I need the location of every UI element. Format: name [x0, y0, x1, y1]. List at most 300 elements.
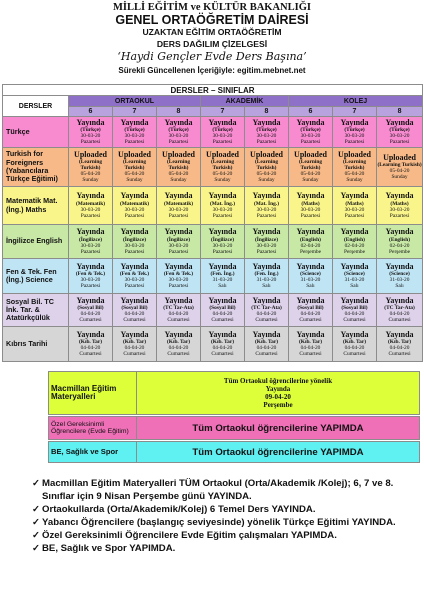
cell-subject: (İngilizce) — [78, 236, 103, 243]
cell-day: Cumartesi — [388, 351, 411, 358]
cell-day: Pazartesi — [256, 212, 277, 219]
department-title: GENEL ORTAÖĞRETİM DAİRESİ — [115, 13, 309, 27]
cell-date: 30-03-20 — [80, 206, 101, 213]
cell-status: Yayında — [340, 227, 369, 237]
cell-day: Pazartesi — [389, 212, 410, 219]
cell-subject: (Fen & Tek.) — [75, 271, 106, 278]
cell-date: 30-03-20 — [300, 206, 321, 213]
macmillan-status: Yayında — [265, 384, 291, 393]
cell-day: Sunday — [170, 177, 187, 184]
cell-day: Salı — [218, 283, 227, 290]
cell-status: Yayında — [340, 117, 369, 127]
cell-day: Cumartesi — [299, 351, 322, 358]
table-title: DERSLER – SINIFLAR — [3, 85, 423, 96]
schedule-cell — [245, 117, 289, 148]
cell-day: Pazartesi — [300, 212, 321, 219]
schedule-cell — [69, 225, 113, 259]
cell-status: Uploaded — [294, 149, 327, 159]
sport-row — [48, 441, 420, 463]
cell-subject: (Matematik) — [163, 200, 194, 207]
checkmark-icon: ✓ — [32, 529, 41, 541]
cell-status: Uploaded — [338, 149, 371, 159]
cell-date: 30-03-20 — [344, 206, 365, 213]
cell-date: 05-04-20 — [300, 171, 321, 178]
schedule-cell — [113, 327, 157, 362]
schedule-cell — [289, 294, 333, 327]
cell-subject: (Sosyal Bil) — [297, 305, 324, 312]
subject-row — [3, 117, 423, 148]
cell-status: Yayında — [76, 295, 105, 305]
cell-subject: (Learning Turkish) — [254, 159, 279, 172]
subject-label: Matematik Mat. (İng.) Maths — [3, 187, 69, 225]
schedule-cell — [69, 148, 113, 187]
schedule-cell — [245, 148, 289, 187]
subject-label: Fen & Tek. Fen (İng.) Science — [3, 259, 69, 294]
schedule-cell — [333, 225, 377, 259]
macmillan-line1: Tüm Ortaokul öğrencilerine yönelik — [223, 376, 333, 385]
cell-day: Sunday — [214, 177, 231, 184]
cell-date: 30-03-20 — [80, 242, 101, 249]
cell-date: 30-03-20 — [168, 277, 189, 284]
cell-day: Pazartesi — [389, 139, 410, 146]
cell-status: Yayında — [340, 261, 369, 271]
subject-label: Türkçe — [3, 117, 69, 148]
cell-status: Yayında — [252, 191, 281, 201]
cell-status: Yayında — [340, 295, 369, 305]
schedule-cell — [245, 327, 289, 362]
cell-subject: (TC Tar-Ata) — [163, 305, 194, 312]
cell-date: 02-04-20 — [300, 242, 321, 249]
grade-header: 7 — [333, 107, 377, 117]
cell-date: 05-04-20 — [256, 171, 277, 178]
cell-status: Uploaded — [250, 149, 283, 159]
macmillan-info — [137, 372, 420, 415]
cell-subject: (English) — [344, 236, 365, 243]
cell-day: Pazartesi — [124, 212, 145, 219]
schedule-cell — [245, 259, 289, 294]
cell-day: Pazartesi — [212, 248, 233, 255]
cell-day: Salı — [262, 283, 271, 290]
schedule-cell — [113, 187, 157, 225]
checkmark-icon: ✓ — [32, 503, 41, 515]
cell-status: Yayında — [76, 261, 105, 271]
cell-date: 31-03-20 — [389, 277, 410, 284]
cell-status: Yayında — [164, 261, 193, 271]
cell-subject: (Kıb. Tar) — [388, 339, 412, 346]
cell-status: Yayında — [208, 329, 237, 339]
cell-day: Cumartesi — [167, 351, 190, 358]
cell-day: Pazartesi — [344, 139, 365, 146]
cell-day: Pazartesi — [212, 139, 233, 146]
cell-subject: (Kıb. Tar) — [122, 339, 147, 346]
subject-row — [3, 148, 423, 187]
cell-status: Uploaded — [206, 149, 239, 159]
cell-day: Pazartesi — [256, 139, 277, 146]
cell-status: Yayında — [164, 117, 193, 127]
cell-date: 30-03-20 — [212, 133, 233, 140]
schedule-cell — [157, 294, 201, 327]
schedule-cell — [157, 225, 201, 259]
schedule-cell — [289, 225, 333, 259]
cell-subject: (TC Tar-Ata) — [384, 305, 415, 312]
cell-date: 05-04-20 — [124, 171, 145, 178]
cell-status: Yayında — [385, 261, 414, 271]
macmillan-day: Perşembe — [263, 401, 293, 410]
schedule-cell — [245, 187, 289, 225]
cell-subject: (Türkçe) — [300, 127, 321, 134]
schedule-table — [2, 84, 423, 362]
cell-date: 30-03-20 — [80, 277, 101, 284]
subject-label: İngilizce English — [3, 225, 69, 259]
subject-label: Sosyal Bil. TC İnk. Tar. & Atatürkçülük — [3, 294, 69, 327]
grade-header: 8 — [245, 107, 289, 117]
note-text: Özel Gereksinimli Öğrencilere Evde Eğitim çalışmaları YAPIMDA. — [42, 529, 337, 541]
cell-subject: (Learning Turkish) — [166, 159, 191, 172]
cell-subject: (English) — [389, 236, 411, 243]
schedule-cell — [201, 148, 245, 187]
cell-date: 30-03-20 — [124, 133, 145, 140]
cell-day: Pazartesi — [168, 212, 189, 219]
cell-date: 02-04-20 — [389, 242, 410, 249]
cell-date: 04-04-20 — [389, 311, 410, 318]
cell-subject: (Maths) — [345, 200, 364, 207]
cell-date: 30-03-20 — [168, 133, 189, 140]
schedule-cell — [157, 117, 201, 148]
cell-date: 31-03-20 — [344, 277, 365, 284]
notes-list — [32, 478, 417, 556]
grade-header: 7 — [201, 107, 245, 117]
cell-date: 04-04-20 — [80, 345, 101, 352]
cell-subject: (TC Tar-Ata) — [251, 305, 282, 312]
cell-status: Uploaded — [118, 149, 151, 159]
cell-status: Yayında — [164, 295, 193, 305]
cell-date: 04-04-20 — [344, 345, 365, 352]
schedule-cell — [69, 187, 113, 225]
cell-day: Cumartesi — [299, 317, 322, 324]
cell-status: Yayında — [252, 329, 281, 339]
slogan: ‘Haydi Gençler Evde Ders Başına’ — [117, 50, 307, 63]
cell-day: Cumartesi — [211, 317, 234, 324]
cell-subject: (Learning Turkish) — [342, 159, 367, 172]
cell-date: 04-04-20 — [256, 311, 277, 318]
schedule-cell — [113, 117, 157, 148]
schedule-cell — [157, 327, 201, 362]
schedule-cell — [333, 117, 377, 148]
cell-status: Yayında — [120, 227, 149, 237]
cell-day: Pazartesi — [80, 248, 101, 255]
note-item — [32, 530, 417, 543]
cell-subject: (Türkçe) — [389, 127, 410, 134]
cell-subject: (Türkçe) — [344, 127, 365, 134]
cell-day: Pazartesi — [168, 248, 189, 255]
schedule-cell — [333, 148, 377, 187]
cell-status: Yayında — [252, 295, 281, 305]
cell-status: Yayında — [296, 329, 325, 339]
cell-subject: (Kıb. Tar) — [298, 339, 323, 346]
cell-date: 30-03-20 — [168, 242, 189, 249]
cell-day: Salı — [350, 283, 359, 290]
cell-subject: (Science) — [389, 271, 410, 278]
cell-date: 31-03-20 — [300, 277, 321, 284]
schedule-cell — [245, 225, 289, 259]
schedule-cell — [289, 259, 333, 294]
cell-date: 31-03-20 — [256, 277, 277, 284]
cell-status: Yayında — [385, 329, 414, 339]
checkmark-icon: ✓ — [32, 516, 41, 528]
schedule-title: DERS DAĞILIM ÇİZELGESİ — [156, 39, 268, 49]
cell-subject: (Fen. İng.) — [254, 271, 279, 278]
note-item — [32, 478, 417, 504]
cell-date: 30-03-20 — [124, 242, 145, 249]
cell-status: Yayında — [340, 329, 369, 339]
cell-status: Yayında — [296, 295, 325, 305]
cell-day: Cumartesi — [79, 351, 102, 358]
cell-status: Yayında — [252, 261, 281, 271]
cell-day: Pazartesi — [344, 212, 365, 219]
schedule-cell — [245, 294, 289, 327]
schedule-cell — [289, 187, 333, 225]
schedule-cell — [113, 294, 157, 327]
cell-day: Perşembe — [389, 248, 411, 255]
cell-status: Yayında — [385, 117, 414, 127]
cell-status: Yayında — [76, 227, 105, 237]
cell-date: 04-04-20 — [212, 345, 233, 352]
cell-day: Salı — [306, 283, 315, 290]
cell-day: Cumartesi — [343, 351, 366, 358]
cell-status: Yayında — [164, 227, 193, 237]
cell-subject: (Kıb. Tar) — [210, 339, 235, 346]
cell-date: 04-04-20 — [344, 311, 365, 318]
cell-status: Uploaded — [74, 149, 107, 159]
cell-status: Yayında — [120, 191, 149, 201]
schedule-cell — [201, 225, 245, 259]
cell-day: Pazartesi — [124, 139, 145, 146]
cell-subject: (Learning Turkish) — [210, 159, 235, 172]
cell-day: Cumartesi — [211, 351, 234, 358]
cell-subject: (Science) — [300, 271, 321, 278]
note-text: Ortaokullarda (Orta/Akademik/Kolej) 6 Temel Ders YAYINDA. — [42, 503, 316, 515]
cell-date: 31-03-20 — [212, 277, 233, 284]
cell-subject: (Sosyal Bil) — [209, 305, 236, 312]
cell-day: Cumartesi — [123, 351, 146, 358]
note-item — [32, 543, 417, 556]
schedule-cell — [377, 187, 423, 225]
cell-status: Yayında — [296, 227, 325, 237]
group-akademik: AKADEMİK — [201, 96, 289, 107]
cell-date: 04-04-20 — [300, 311, 321, 318]
ministry-title: MİLLİ EĞİTİM ve KÜLTÜR BAKANLIĞI — [113, 2, 311, 13]
cell-date: 30-03-20 — [256, 242, 277, 249]
cell-date: 05-04-20 — [168, 171, 189, 178]
cell-status: Yayında — [208, 261, 237, 271]
cell-status: Yayında — [208, 117, 237, 127]
cell-date: 04-04-20 — [389, 345, 410, 352]
schedule-cell — [201, 259, 245, 294]
schedule-cell — [377, 294, 423, 327]
note-item — [32, 517, 417, 530]
note-text: Yabancı Öğrencilere (başlangıç seviyesinde) yönelik Türkçe Eğitimi YAYINDA. — [42, 516, 396, 528]
schedule-cell — [157, 148, 201, 187]
cell-day: Sunday — [302, 177, 319, 184]
checkmark-icon: ✓ — [32, 478, 41, 489]
cell-date: 05-04-20 — [344, 171, 365, 178]
cell-subject: (Mat. İng.) — [253, 200, 279, 207]
schedule-cell — [333, 259, 377, 294]
cell-subject: (Matematik) — [75, 200, 106, 207]
grade-header: 6 — [289, 107, 333, 117]
cell-day: Pazartesi — [212, 212, 233, 219]
cell-date: 04-04-20 — [168, 345, 189, 352]
cell-status: Yayında — [208, 227, 237, 237]
special-needs-label: Özel Gereksinimli Öğrencilere (Evde Eğitim) — [49, 417, 137, 440]
cell-day: Sunday — [346, 177, 363, 184]
cell-date: 04-04-20 — [256, 345, 277, 352]
schedule-cell — [333, 294, 377, 327]
cell-date: 30-03-20 — [344, 133, 365, 140]
cell-day: Perşembe — [344, 248, 365, 255]
cell-subject: (Learning Turkish) — [377, 162, 422, 169]
cell-status: Yayında — [208, 191, 237, 201]
cell-status: Yayında — [385, 295, 414, 305]
schedule-cell — [289, 117, 333, 148]
cell-day: Sunday — [126, 177, 143, 184]
cell-subject: (Fen & Tek.) — [119, 271, 150, 278]
cell-date: 30-03-20 — [168, 206, 189, 213]
cell-status: Yayında — [296, 191, 325, 201]
group-kolej: KOLEJ — [289, 96, 423, 107]
schedule-cell — [333, 187, 377, 225]
cell-subject: (Kıb. Tar) — [78, 339, 103, 346]
macmillan-date: 09-04-20 — [265, 393, 291, 401]
cell-subject: (Matematik) — [119, 200, 150, 207]
schedule-cell — [69, 327, 113, 362]
schedule-cell — [157, 259, 201, 294]
cell-date: 04-04-20 — [212, 311, 233, 318]
schedule-cell — [377, 117, 423, 148]
subject-row — [3, 187, 423, 225]
schedule-cell — [333, 327, 377, 362]
cell-day: Cumartesi — [79, 317, 102, 324]
schedule-cell — [377, 327, 423, 362]
note-text: BE, Sağlık ve Spor YAPIMDA. — [42, 542, 176, 554]
cell-status: Yayında — [296, 261, 325, 271]
cell-day: Cumartesi — [255, 351, 278, 358]
cell-status: Yayında — [208, 295, 237, 305]
cell-subject: (Sosyal Bil) — [341, 305, 368, 312]
schedule-cell — [377, 259, 423, 294]
cell-date: 30-03-20 — [256, 133, 277, 140]
cell-day: Perşembe — [300, 248, 321, 255]
checkmark-icon: ✓ — [32, 542, 41, 554]
cell-subject: (İngilizce) — [254, 236, 279, 243]
section-title: UZAKTAN EĞİTİM ORTAÖĞRETİM — [142, 27, 282, 37]
cell-day: Pazartesi — [168, 139, 189, 146]
cell-date: 04-04-20 — [168, 311, 189, 318]
cell-date: 30-03-20 — [124, 277, 145, 284]
grade-header: 8 — [157, 107, 201, 117]
cell-status: Uploaded — [383, 152, 416, 162]
cell-day: Pazartesi — [80, 212, 101, 219]
schedule-cell — [113, 259, 157, 294]
cell-date: 30-03-20 — [389, 206, 410, 213]
cell-date: 30-03-20 — [212, 206, 233, 213]
schedule-cell — [201, 294, 245, 327]
schedule-cell — [201, 117, 245, 148]
cell-date: 04-04-20 — [124, 345, 145, 352]
schedule-cell — [157, 187, 201, 225]
cell-subject: (İngilizce) — [210, 236, 235, 243]
cell-subject: (Kıb. Tar) — [254, 339, 279, 346]
schedule-cell — [69, 117, 113, 148]
cell-date: 04-04-20 — [124, 311, 145, 318]
grade-header: 8 — [377, 107, 423, 117]
sport-label: BE, Sağlık ve Spor — [49, 442, 137, 463]
cell-subject: (Türkçe) — [80, 127, 101, 134]
cell-subject: (Fen & Tek.) — [163, 271, 194, 278]
dersler-header: DERSLER — [3, 96, 69, 117]
cell-status: Yayında — [296, 117, 325, 127]
cell-day: Pazartesi — [80, 139, 101, 146]
subject-label: Turkish for Foreigners (Yabancılara Türkçe Eğitimi) — [3, 148, 69, 187]
cell-subject: (Türkçe) — [212, 127, 233, 134]
cell-status: Yayında — [120, 295, 149, 305]
grade-header: 7 — [113, 107, 157, 117]
schedule-cell — [377, 225, 423, 259]
cell-subject: (English) — [300, 236, 321, 243]
note-text: Macmillan Eğitim Materyalleri TÜM Ortaokul (Orta/Akademik /Kolej); 6, 7 ve 8. Sınıflar için 9 Nisan Perşembe günü YAYINDA. — [42, 478, 394, 502]
cell-status: Yayında — [385, 191, 414, 201]
cell-status: Yayında — [76, 329, 105, 339]
cell-date: 04-04-20 — [80, 311, 101, 318]
cell-day: Pazartesi — [124, 248, 145, 255]
cell-status: Yayında — [120, 329, 149, 339]
subject-row — [3, 259, 423, 294]
special-needs-row — [48, 416, 420, 440]
cell-day: Cumartesi — [388, 317, 411, 324]
cell-status: Yayında — [120, 261, 149, 271]
note-item — [32, 504, 417, 517]
subject-row — [3, 327, 423, 362]
cell-date: 04-04-20 — [300, 345, 321, 352]
cell-day: Pazartesi — [256, 248, 277, 255]
schedule-cell — [69, 259, 113, 294]
cell-subject: (Türkçe) — [256, 127, 277, 134]
cell-date: 02-04-20 — [344, 242, 365, 249]
cell-subject: (Sosyal Bil) — [121, 305, 148, 312]
subject-row — [3, 225, 423, 259]
cell-status: Uploaded — [162, 149, 195, 159]
cell-status: Yayında — [252, 227, 281, 237]
cell-date: 05-04-20 — [389, 168, 410, 175]
subject-label: Kıbrıs Tarihi — [3, 327, 69, 362]
schedule-cell — [289, 148, 333, 187]
cell-day: Sunday — [391, 174, 408, 181]
cell-subject: (Sosyal Bil) — [77, 305, 104, 312]
macmillan-row — [48, 371, 420, 415]
cell-subject: (Learning Turkish) — [298, 159, 323, 172]
cell-subject: (Learning Turkish) — [78, 159, 103, 172]
schedule-cell — [201, 327, 245, 362]
cell-day: Pazartesi — [168, 283, 189, 290]
cell-date: 30-03-20 — [300, 133, 321, 140]
schedule-cell — [289, 327, 333, 362]
cell-status: Yayında — [340, 191, 369, 201]
cell-date: 30-03-20 — [256, 206, 277, 213]
cell-subject: (İngilizce) — [122, 236, 147, 243]
group-ortaokul: ORTAOKUL — [69, 96, 201, 107]
grade-header: 6 — [69, 107, 113, 117]
cell-date: 05-04-20 — [212, 171, 233, 178]
